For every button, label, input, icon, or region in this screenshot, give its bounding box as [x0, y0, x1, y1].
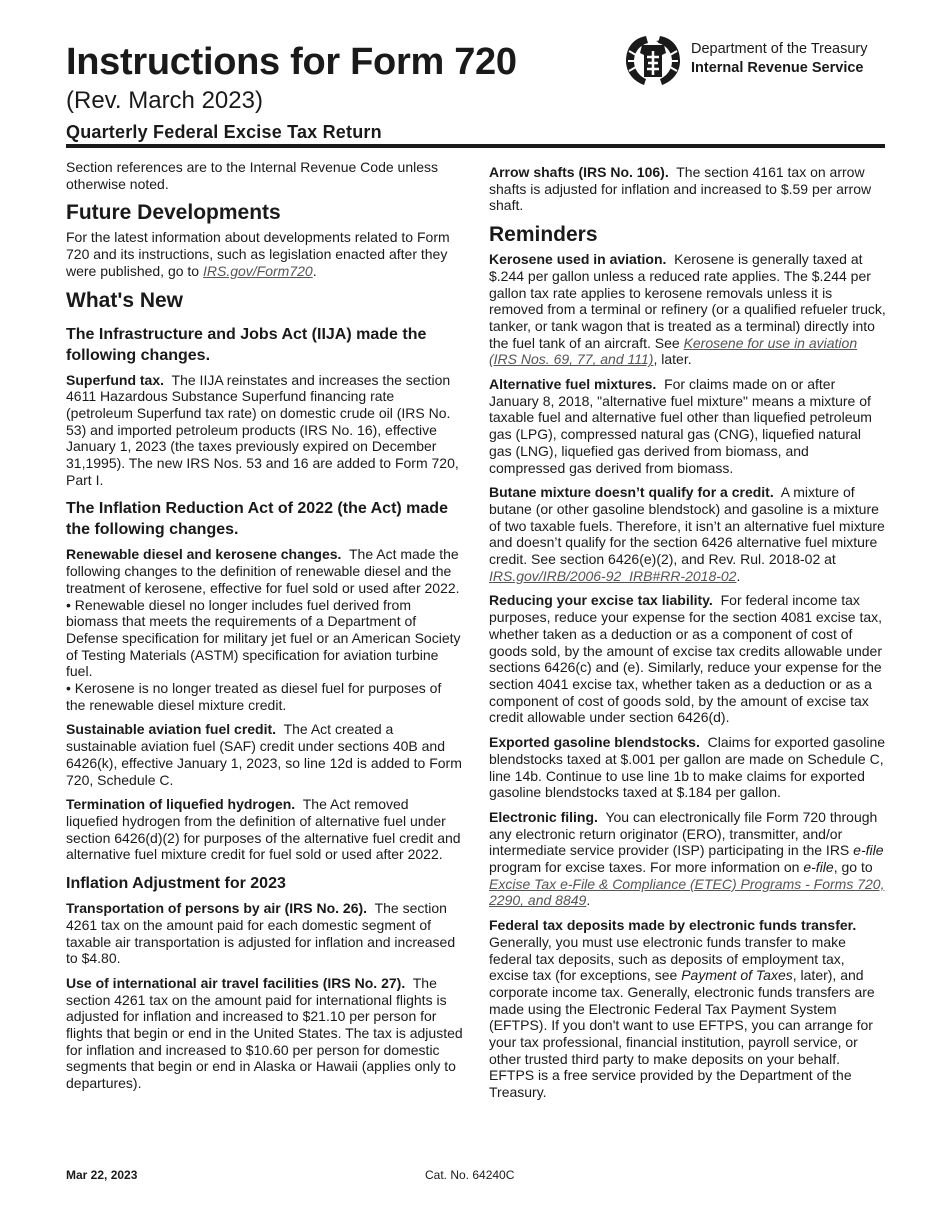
- hydrogen-paragraph: Termination of liquefied hydrogen. The Act removed liquefied hydrogen from the definition of alternative fuel under section 6426(d)(2) for purposes of the alternative fuel credit and alternative fuel mixture credit for fuel sold or used after 2022.: [66, 796, 461, 863]
- agency-irs: Internal Revenue Service: [691, 60, 864, 76]
- etec-link[interactable]: Excise Tax e-File & Compliance (ETEC) Programs - Forms 720, 2290, and 8849: [489, 875, 885, 909]
- header-rule: [66, 144, 885, 148]
- exported-blendstocks-paragraph: Exported gasoline blendstocks. Claims for exported gasoline blendstocks taxed at $.001 per gallon are made on Schedule C, line 14b. Continue to use line 1b to make claims for exported gasoline blendstocks taxed at $.184 per gallon.: [489, 734, 886, 801]
- electronic-filing-paragraph: Electronic filing. You can electronically file Form 720 through any electronic return originator (ERO), transmitter, and/or intermediate service provider (ISP) participating in the IRS e-file program for excise taxes. For more information on e-file, go to Excise Tax e-File & Compliance (ETEC) Programs - Forms 720, 2290, and 8849.: [489, 808, 885, 909]
- whats-new-heading: What's New: [66, 288, 184, 312]
- future-developments-paragraph: For the latest information about developments related to Form 720 and its instructions, such as legislation enacted after they were published, go to IRS.gov/Form720.: [66, 229, 450, 279]
- alternative-fuel-paragraph: Alternative fuel mixtures. For claims made on or after January 8, 2018, "alternative fuel mixture" means a mixture of taxable fuel and alternative fuel other than liquefied petroleum gas (LPG), compressed natural gas (CNG), liquefied natural gas (LNG), liquefied gas derived from biomass, and compressed gas derived from biomass.: [489, 376, 872, 476]
- kerosene-aviation-link[interactable]: Kerosene for use in aviation (IRS Nos. 69, 77, and 111): [489, 334, 858, 368]
- page-title: Instructions for Form 720: [66, 41, 517, 83]
- irs-eagle-seal-icon: [622, 33, 684, 87]
- left-column: [66, 159, 464, 1100]
- inflation-heading: Inflation Adjustment for 2023: [66, 875, 286, 893]
- irb-link[interactable]: IRS.gov/IRB/2006-92_IRB#RR-2018-02: [489, 567, 737, 584]
- form720-link[interactable]: IRS.gov/Form720: [202, 262, 313, 279]
- renewable-bullet-1: • Renewable diesel no longer includes fuel derived from biomass that meets the requirements of a Department of Defense specification for military jet fuel or an American Society of Testing Materials (ASTM) specification for aviation turbine fuel.: [66, 596, 461, 680]
- intro-paragraph: Section references are to the Internal Revenue Code unless otherwise noted.: [66, 159, 439, 192]
- renewable-bullet-2: • Kerosene is no longer treated as diesel fuel for purposes of the renewable diesel mixture credit.: [66, 680, 442, 713]
- international-travel-paragraph: Use of international air travel facilities (IRS No. 27). The section 4261 tax on the amount paid for international flights is adjusted for inflation and increased to $21.10 per person for flights that begin or end in the United States. The tax is adjusted for inflation and increased to $10.60 per person for domestic segments that begin or end in Alaska or Hawaii (applies only to departures).: [66, 974, 463, 1092]
- footer-date: Mar 22, 2023: [66, 1168, 138, 1182]
- arrow-shafts-paragraph: Arrow shafts (IRS No. 106). The section 4161 tax on arrow shafts is adjusted for inflation and increased to $.59 per arrow shaft.: [489, 164, 872, 214]
- saf-paragraph: Sustainable aviation fuel credit. The Act created a sustainable aviation fuel (SAF) credit under sections 40B and 6426(k), effective January 1, 2023, so line 12d is added to Form 720, Schedule C.: [66, 721, 462, 788]
- footer-catalog-number: Cat. No. 64240C: [425, 1168, 515, 1182]
- reducing-liability-paragraph: Reducing your excise tax liability. For federal income tax purposes, reduce your expense for the section 4081 excise tax, whether taken as a deduction or as a component of cost of goods sold, by the amount of excise tax credits allowable under sections 6426(c) and (e). Similarly, reduce your expense for the section 4041 excise tax, whether taken as a deduction or as a component of cost of goods sold, by the amount of excise tax credit allowable under section 6426(d).: [489, 592, 883, 726]
- future-developments-heading: Future Developments: [66, 201, 281, 225]
- renewable-paragraph: Renewable diesel and kerosene changes. The Act made the following changes to the definition of renewable diesel and the treatment of kerosene, effective for fuel sold or used after 2022.: [66, 546, 460, 596]
- butane-paragraph: Butane mixture doesn’t qualify for a credit. A mixture of butane (or other gasoline blendstock) and gasoline is a mixture of two taxable fuels. Therefore, it isn’t an alternative fuel mixture and doesn’t qualify for the section 6426 alternative fuel mixture credit. See section 6426(e)(2), and Rev. Rul. 2018-02 at IRS.gov/IRB/2006-92_IRB#RR-2018-02.: [489, 484, 885, 584]
- kerosene-paragraph: Kerosene used in aviation. Kerosene is generally taxed at $.244 per gallon unless a reduced rate applies. The $.244 per gallon tax rate applies to kerosene removals unless it is removed from a terminal or refinery (or a qualified refueler truck, tanker, or tank wagon that is treated as a terminal) directly into the fuel tank of an aircraft. See Kerosene for use in aviation (IRS Nos. 69, 77, and 111), later.: [489, 251, 886, 368]
- revision-date: (Rev. March 2023): [66, 87, 263, 114]
- federal-deposits-paragraph: Federal tax deposits made by electronic funds transfer. Generally, you must use electronic funds transfer to make federal tax deposits, such as deposits of employment tax, excise tax (for exceptions, see Payment of Taxes, later), and corporate income tax. Generally, electronic funds transfers are made using the Electronic Federal Tax Payment System (EFTPS). If you don't want to use EFTPS, you can arrange for your tax professional, financial institution, payroll service, or other trusted third party to make deposits on your behalf. EFTPS is a free service provided by the Department of the Treasury.: [489, 917, 875, 1101]
- superfund-paragraph: Superfund tax. The IIJA reinstates and increases the section 4611 Hazardous Substance Superfund financing rate (petroleum Superfund tax rate) on domestic crude oil (IRS No. 53) and imported petroleum products (IRS No. 16), effective January 1, 2023 (the taxes previously expired on December 31,1995). The new IRS Nos. 53 and 16 are added to Form 720, Part I.: [66, 371, 459, 488]
- right-column: [489, 164, 887, 1109]
- agency-name: [691, 40, 868, 78]
- iija-heading: The Infrastructure and Jobs Act (IIJA) made the following changes.: [66, 325, 427, 364]
- ira-heading: The Inflation Reduction Act of 2022 (the Act) made the following changes.: [66, 500, 448, 539]
- form-subtitle: Quarterly Federal Excise Tax Return: [66, 122, 382, 142]
- reminders-heading: Reminders: [489, 223, 598, 247]
- agency-department: Department of the Treasury: [691, 41, 868, 57]
- air-transport-paragraph: Transportation of persons by air (IRS No. 26). The section 4261 tax on the amount paid for each domestic segment of taxable air transportation is adjusted for inflation and increased to $4.80.: [66, 900, 456, 967]
